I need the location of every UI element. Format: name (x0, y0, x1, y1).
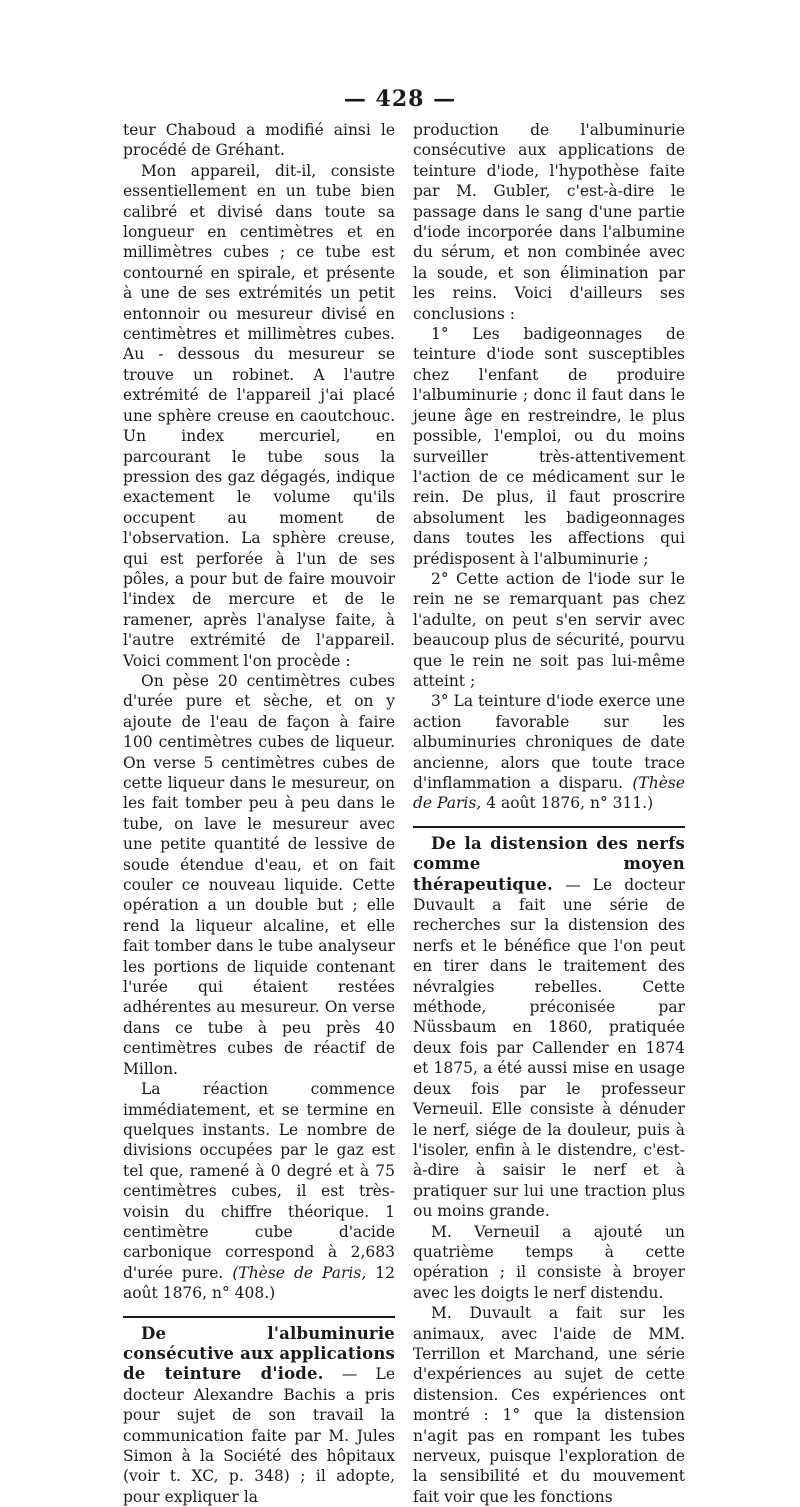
section-paragraph (123, 1324, 395, 1507)
paragraph: teur Chaboud a modifié ainsi le procédé de Gréhant. (123, 121, 395, 160)
paragraph-text: Le docteur Alexandre Bachis a pris pour sujet de son travail la communication faite par M. Jules Simon à la Société des hôpitaux (voir t. XC, p. 348) ; il adopte, pour expliquer la (123, 1365, 395, 1506)
page-number: — 428 — (343, 86, 457, 112)
section-title: De la distension des nerfs comme moyen thérapeutique. (413, 833, 685, 894)
title-dash: — (323, 1365, 376, 1384)
paragraph (413, 691, 685, 813)
paragraph: Mon appareil, dit-il, consiste essentiellement en un tube bien calibré et divisé dans toute sa longueur en centimètres et en millimètres cubes ; ce tube est contourné en spirale, et présente à une de ses extrémités un petit entonnoir ou mesureur divisé en centimètres et millimètres cubes. Au - dessous du mesureur se trouve un robinet. A l'autre extrémité de l'appareil j'ai placé une sphère creuse en caoutchouc. Un index mercuriel, en parcourant le tube sous la pression des gaz dégagés, indique exactement le volume qu'ils occupent au moment de l'observation. La sphère creuse, qui est perforée à l'un de ses pôles, a pour but de faire mouvoir l'index de mercure et de le ramener, après l'analyse faite, à l'autre extrémité de l'appareil. Voici comment l'on procède : (123, 161, 395, 670)
paragraph-text: 3° La teinture d'iode exerce une action favorable sur les albuminuries chroniques de date ancienne, alors que toute trace d'inflammation a disparu. (413, 692, 685, 792)
citation: (Thèse de Paris, (232, 1263, 367, 1282)
left-column (123, 120, 395, 1507)
paragraph: 2° Cette action de l'iode sur le rein ne se remarquant pas chez l'adulte, on peut s'en servir avec beaucoup plus de sécurité, pourvu que le rein ne soit pas lui-même atteint ; (413, 569, 685, 690)
paragraph: M. Verneuil a ajouté un quatrième temps à cette opération ; il consiste à broyer avec les doigts le nerf distendu. (413, 1222, 685, 1302)
section-paragraph (413, 834, 685, 1222)
title-dash: — (553, 875, 593, 894)
citation-date: 4 août 1876, n° 311.) (486, 794, 654, 813)
section-divider (413, 826, 685, 828)
paragraph: On pèse 20 centimètres cubes d'urée pure et sèche, et on y ajoute de l'eau de façon à faire 100 centimètres cubes de liqueur. On verse 5 centimètres cubes de cette liqueur dans le mesureur, on les fait tomber peu à peu dans le tube, on lave le mesureur avec une petite quantité de lessive de soude étendue d'eau, et on fait couler ce nouveau liquide. Cette opération a un double but ; elle rend la liqueur alcaline, et elle fait tomber dans le tube analyseur les portions de liquide contenant l'urée qui étaient restées adhérentes au mesureur. On verse dans ce tube à peu près 40 centimètres cubes de réactif de Millon. (123, 671, 395, 1078)
section-divider (123, 1316, 395, 1318)
citation-date: 12 août 1876, n° 408.) (123, 1263, 395, 1303)
paragraph: production de l'albuminurie consécutive aux applications de teinture d'iode, l'hypothèse faite par M. Gubler, c'est-à-dire le passage dans le sang d'une partie d'iode incorporée dans l'albumine du sérum, et non combinée avec la soude, et son élimination par les reins. Voici d'ailleurs ses conclusions : (413, 121, 685, 323)
paragraph-text: La réaction commence immédiatement, et se termine en quelques instants. Le nombre de divisions occupées par le gaz est tel que, ramené à 0 degré et à 75 centimètres cubes, il est très-voisin du chiffre théorique. 1 centimètre cube d'acide carbonique correspond à 2,683 d'urée pure. (123, 1080, 395, 1282)
section-title: De l'albuminurie consécutive aux applications de teinture d'iode. (123, 1323, 395, 1384)
paragraph (123, 1079, 395, 1303)
paragraph: 1° Les badigeonnages de teinture d'iode sont susceptibles chez l'enfant de produire l'albuminurie ; donc il faut dans le jeune âge en restreindre, le plus possible, l'emploi, ou du moins surveiller très-attentivement l'action de ce médicament sur le rein. De plus, il faut proscrire absolument les badigeonnages dans toutes les affections qui prédisposent à l'albuminurie ; (413, 325, 685, 568)
right-column (413, 120, 685, 1507)
paragraph-text: Le docteur Duvault a fait une série de recherches sur la distension des nerfs et le bénéfice que l'on peut en tirer dans le traitement des névralgies rebelles. Cette méthode, préconisée par Nüssbaum en 1860, pratiquée deux fois par Callender en 1874 et 1875, a été aussi mise en usage deux fois par le professeur Verneuil. Elle consiste à dénuder le nerf, siége de la douleur, puis à l'isoler, enfin à le distendre, c'est-à-dire à saisir le nerf et à pratiquer sur lui une traction plus ou moins grande. (413, 875, 685, 1221)
paragraph: M. Duvault a fait sur les animaux, avec l'aide de MM. Terrillon et Marchand, une série d'expériences au sujet de cette distension. Ces expériences ont montré : 1° que la distension n'agit pas en rompant les tubes nerveux, puisque l'exploration de la sensibilité et du mouvement fait voir que les fonctions (413, 1304, 685, 1506)
citation: (Thèse de Paris, (413, 774, 685, 813)
